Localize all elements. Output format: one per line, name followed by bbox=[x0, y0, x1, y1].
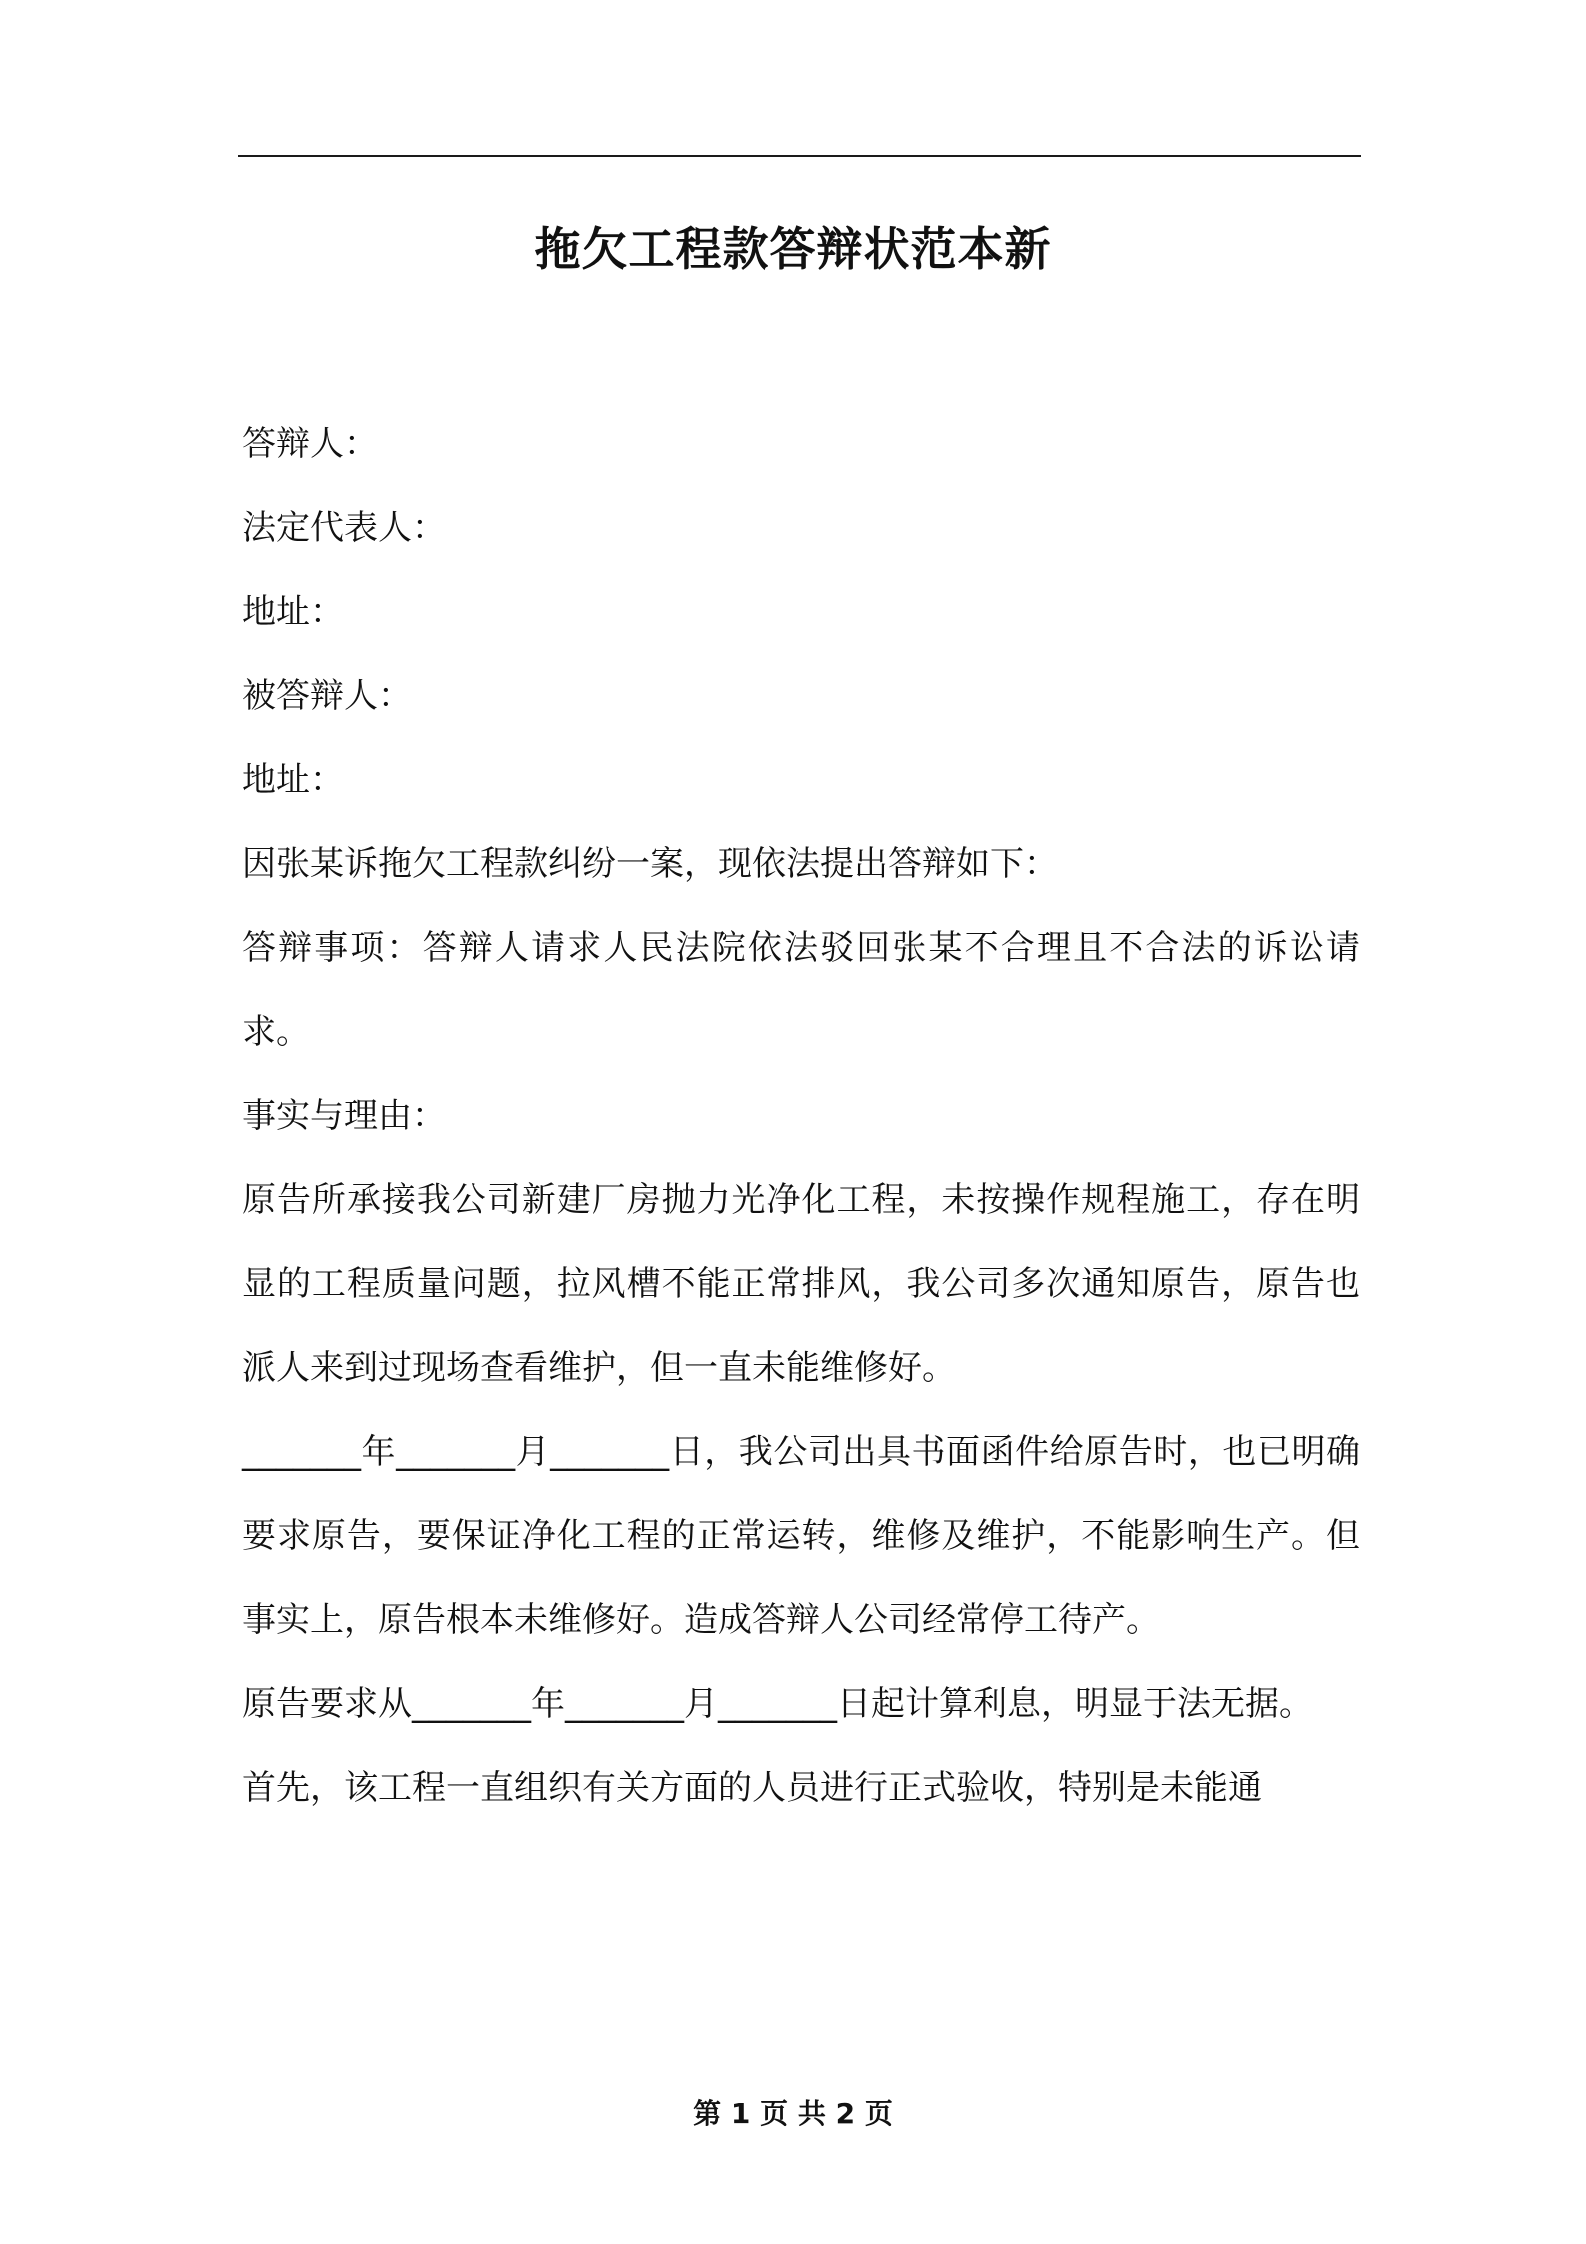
header-rule bbox=[238, 155, 1361, 157]
document-body bbox=[242, 402, 1360, 1830]
paragraph-appellee: 被答辩人： bbox=[242, 676, 412, 716]
paragraph-respondent: 答辩人： bbox=[242, 424, 378, 464]
document-title: 拖欠工程款答辩状范本新 bbox=[534, 222, 1052, 276]
paragraph-legal-representative: 法定代表人： bbox=[242, 508, 446, 548]
paragraph-facts-4: 首先，该工程一直组织有关方面的人员进行正式验收，特别是未能通 bbox=[242, 1768, 1262, 1808]
paragraph-facts-heading: 事实与理由： bbox=[242, 1096, 446, 1136]
paragraph-facts-2: _______年_______月_______日，我公司出具书面函件给原告时，也已明确要求原告，要保证净化工程的正常运转，维修及维护，不能影响生产。但事实上，原告根本未维修好。造成答辩人公司经常停工待产。 bbox=[242, 1432, 1360, 1640]
paragraph-address: 地址： bbox=[242, 592, 344, 632]
paragraph-facts-3: 原告要求从_______年_______月_______日起计算利息，明显于法无据。 bbox=[242, 1684, 1313, 1724]
paragraph-intro: 因张某诉拖欠工程款纠纷一案，现依法提出答辩如下： bbox=[242, 844, 1058, 884]
paragraph-defense-items: 答辩事项：答辩人请求人民法院依法驳回张某不合理且不合法的诉讼请求。 bbox=[242, 928, 1360, 1052]
paragraph-appellee-address: 地址： bbox=[242, 760, 344, 800]
paragraph-facts-1: 原告所承接我公司新建厂房抛力光净化工程，未按操作规程施工，存在明显的工程质量问题，拉风槽不能正常排风，我公司多次通知原告，原告也派人来到过现场查看维护，但一直未能维修好。 bbox=[242, 1180, 1360, 1388]
page-footer: 第 1 页 共 2 页 bbox=[693, 2097, 893, 2130]
